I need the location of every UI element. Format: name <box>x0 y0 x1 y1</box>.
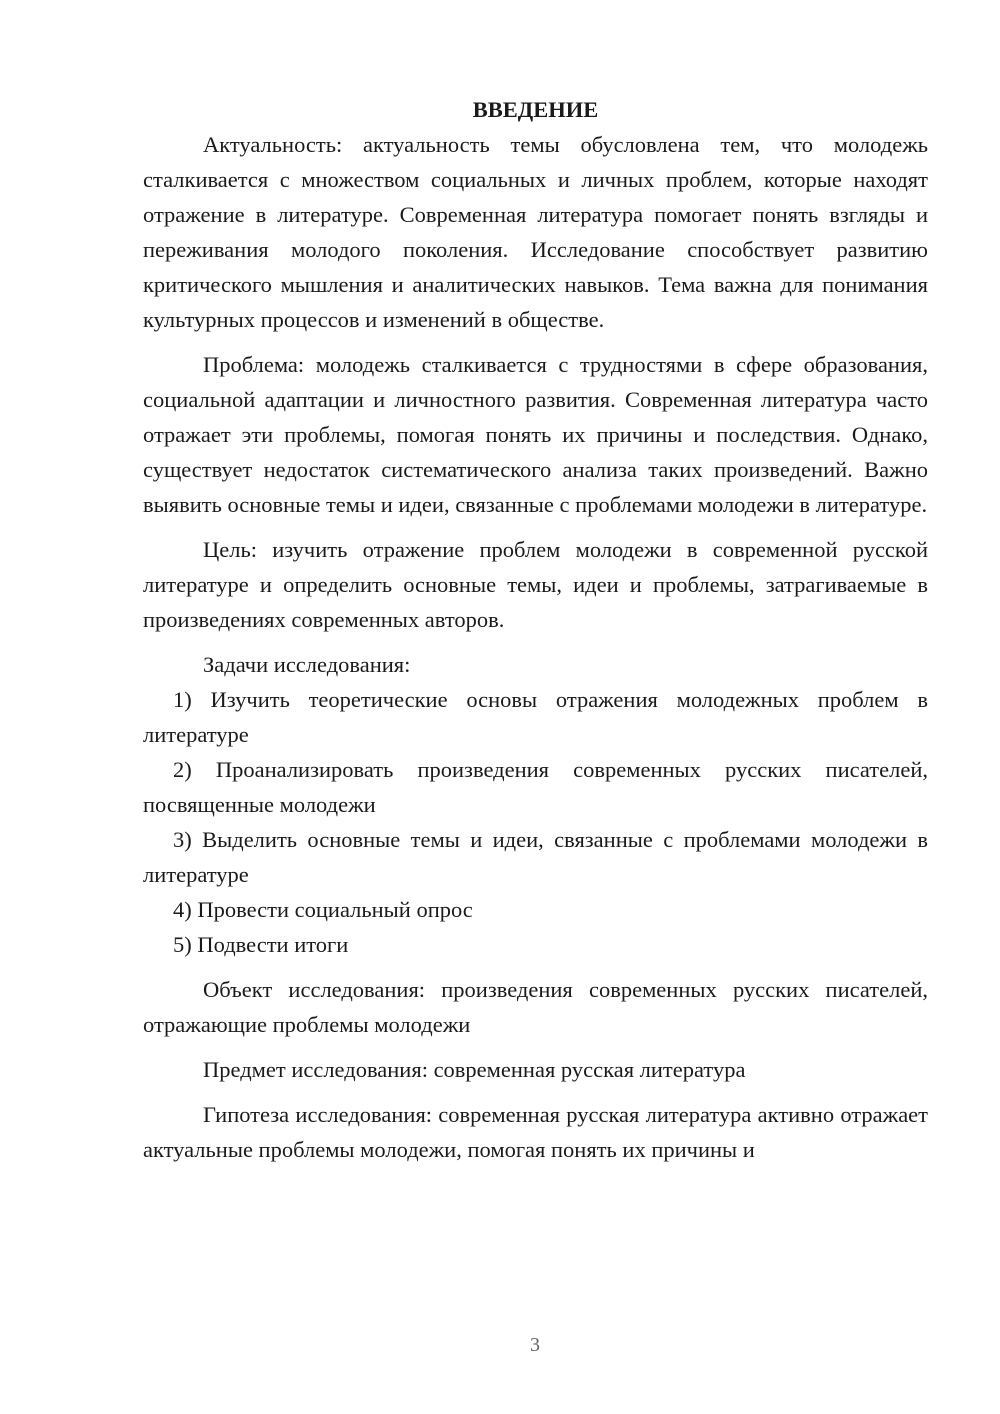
paragraph-subject: Предмет исследования: современная русская литература <box>203 1057 746 1082</box>
page-number: 3 <box>530 1334 540 1356</box>
task-item-5: 5) Подвести итоги <box>173 932 349 957</box>
tasks-heading: Задачи исследования: <box>203 652 411 677</box>
task-item-3: 3) Выделить основные темы и идеи, связанные с проблемами молодежи в литературе <box>143 827 928 887</box>
task-item-4: 4) Провести социальный опрос <box>173 897 473 922</box>
task-item-2: 2) Проанализировать произведения современных русских писателей, посвященные молодежи <box>143 757 928 817</box>
paragraph-relevance: Актуальность: актуальность темы обусловлена тем, что молодежь сталкивается с множеством социальных и личных проблем, которые находят отражение в литературе. Современная литература помогает понять взгляды и переживания молодого поколения. Исследование способствует развитию критического мышления и аналитических навыков. Тема важна для понимания культурных процессов и изменений в обществе. <box>143 132 928 332</box>
section-title: ВВЕДЕНИЕ <box>472 97 599 122</box>
paragraph-problem: Проблема: молодежь сталкивается с трудностями в сфере образования, социальной адаптации и личностного развития. Современная литература часто отражает эти проблемы, помогая понять их причины и последствия. Однако, существует недостаток систематического анализа таких произведений. Важно выявить основные темы и идеи, связанные с проблемами молодежи в литературе. <box>143 352 928 517</box>
paragraph-hypothesis: Гипотеза исследования: современная русская литература активно отражает актуальные проблемы молодежи, помогая понять их причины и <box>143 1102 928 1162</box>
paragraph-goal: Цель: изучить отражение проблем молодежи в современной русской литературе и определить основные темы, идеи и проблемы, затрагиваемые в произведениях современных авторов. <box>143 537 928 632</box>
task-item-1: 1) Изучить теоретические основы отражения молодежных проблем в литературе <box>143 687 928 747</box>
document-page <box>143 92 928 1167</box>
paragraph-object: Объект исследования: произведения современных русских писателей, отражающие проблемы молодежи <box>143 977 928 1037</box>
